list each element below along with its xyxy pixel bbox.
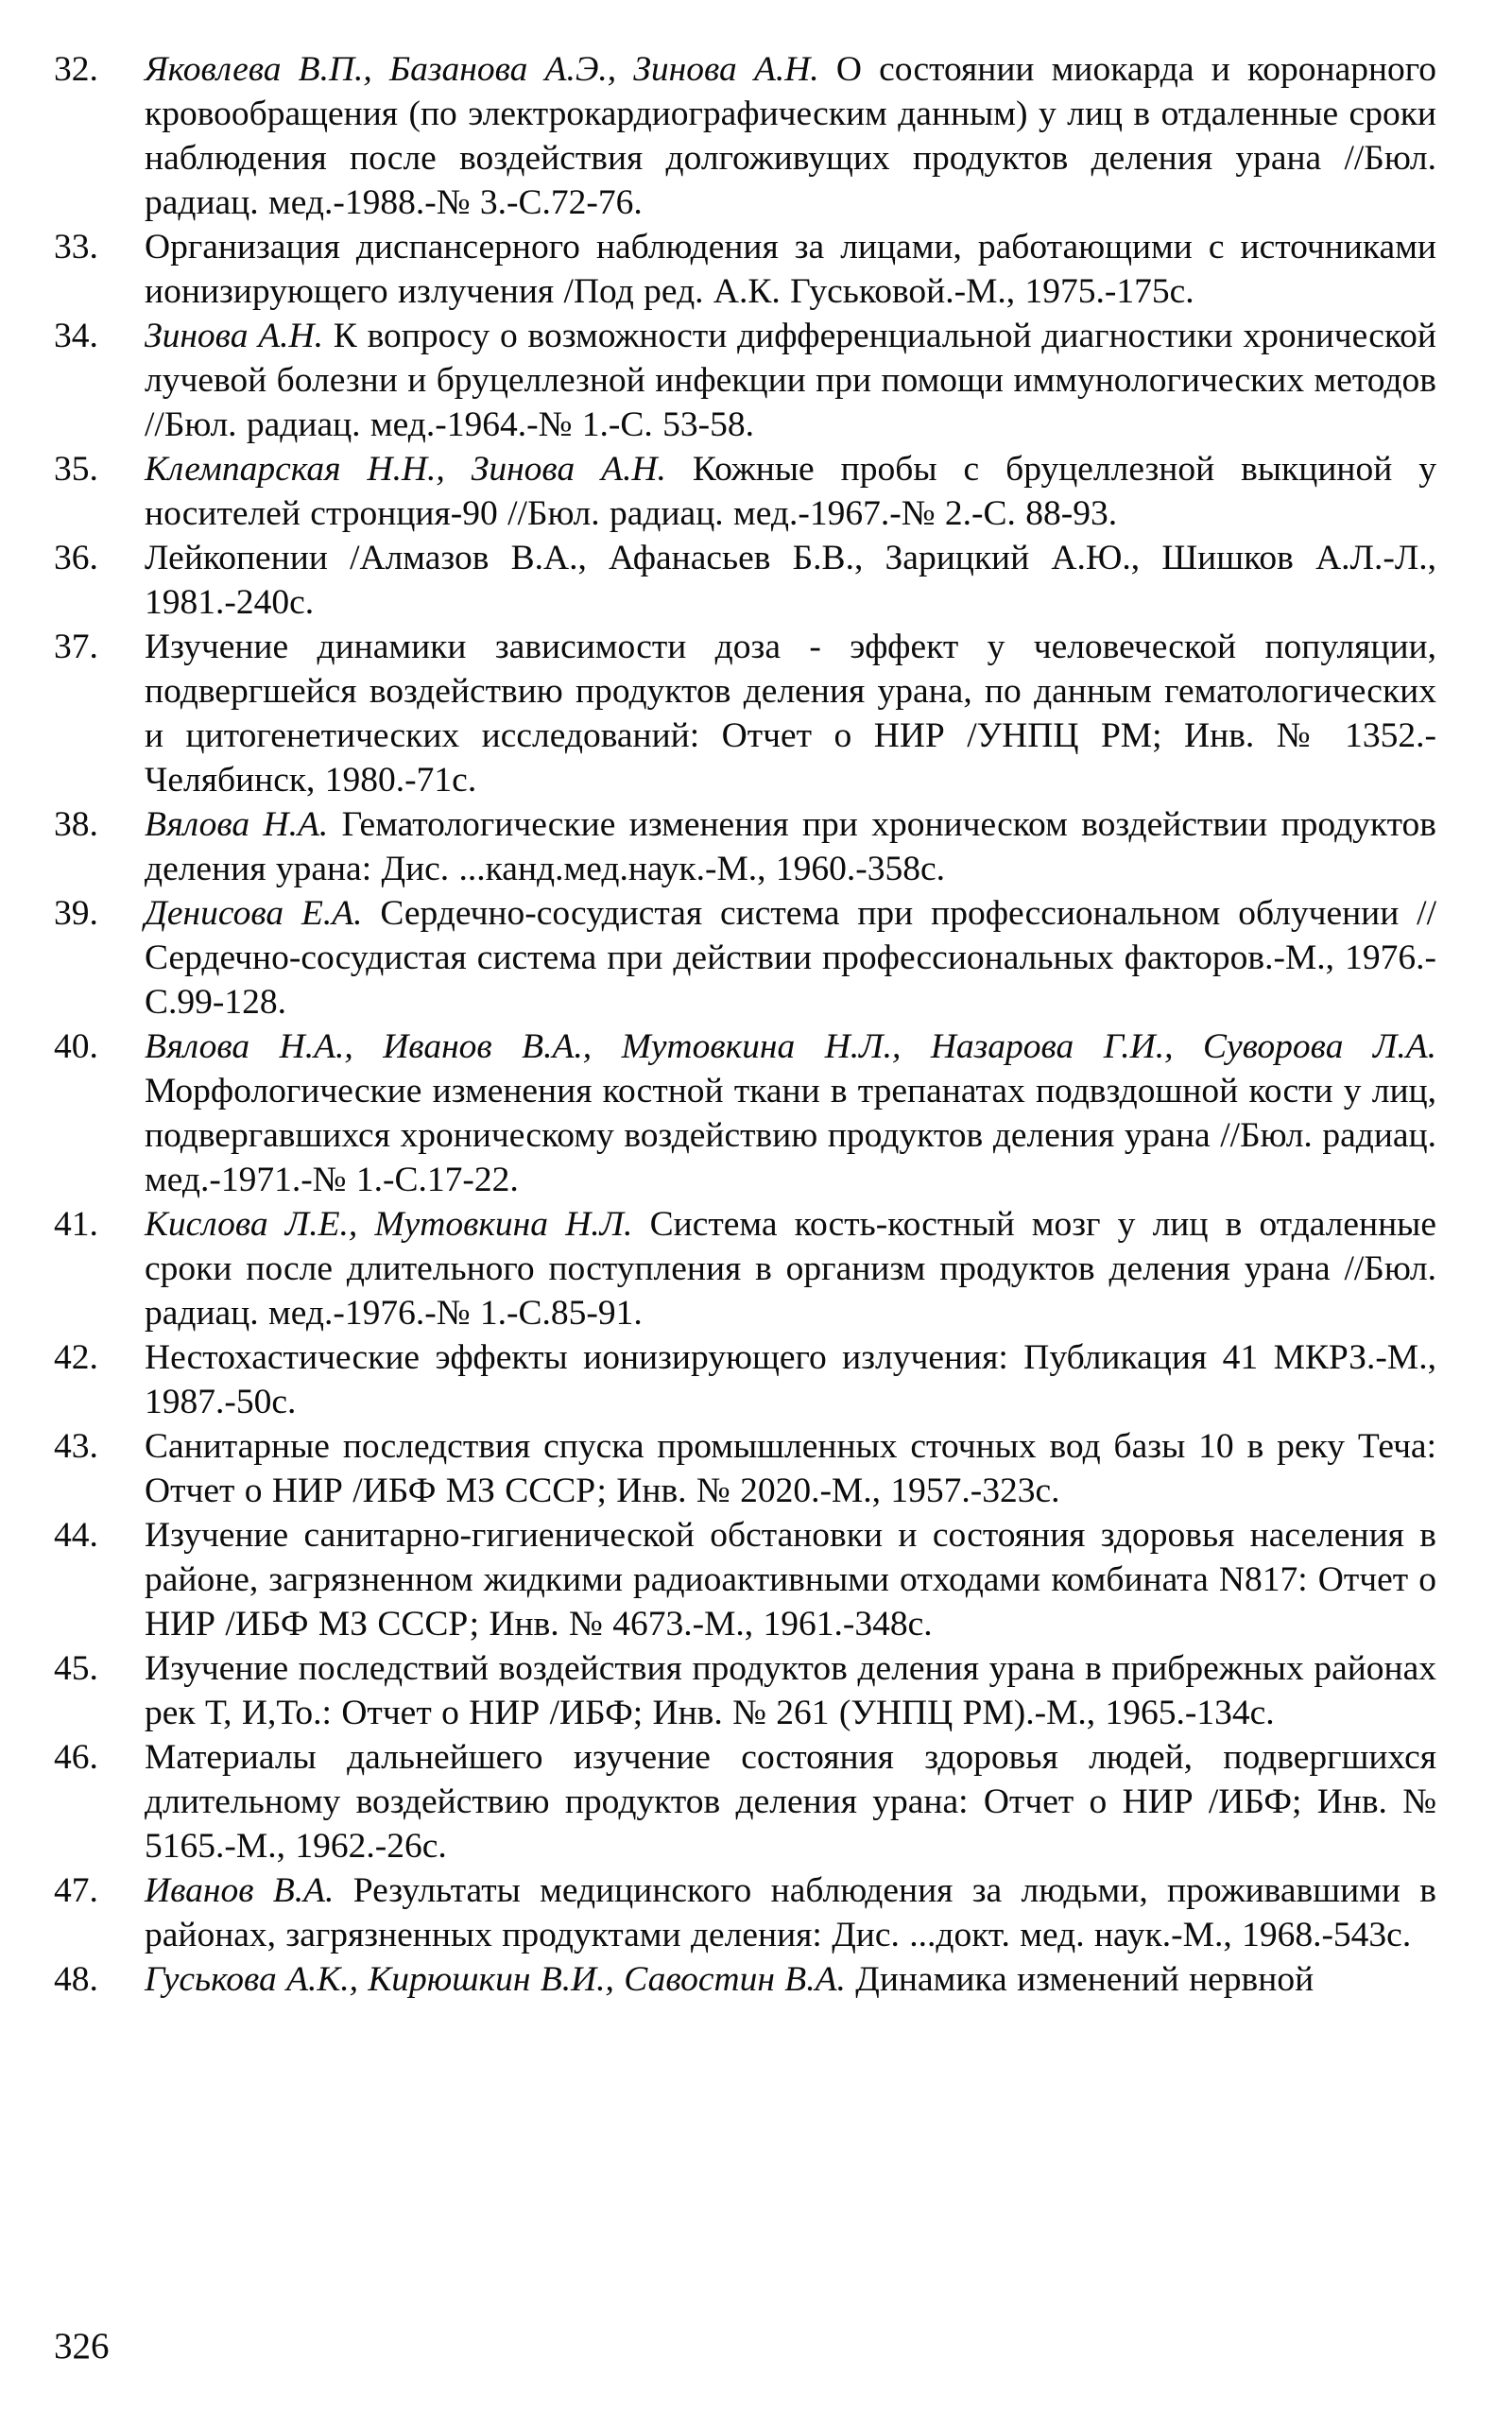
reference-text: О состоянии миокарда и коронарного кровообращения (по электрокардиографическим данным) у лиц в отдаленные сроки наблюдения после воздействия долгоживущих продуктов деления урана //Бюл. радиац. мед.-1988.-№ 3.-С.72-76. [145, 50, 1436, 222]
reference-text: К вопросу о возможности дифференциальной диагностики хронической лучевой болезни и бруцеллезной инфекции при помощи иммунологических методов //Бюл. радиац. мед.-1964.-№ 1.-С. 53-58. [145, 317, 1437, 444]
reference-text: Результаты медицинского наблюдения за людьми, проживавшими в районах, загрязненных продуктами деления: Дис. ...докт. мед. наук.-М., 1968.-543с. [145, 1871, 1437, 1954]
reference-number: 43. [54, 1427, 98, 1466]
reference-authors: Иванов В.А. [145, 1871, 335, 1910]
reference-authors: Денисова Е.А. [145, 894, 363, 933]
reference-number: 40. [54, 1027, 98, 1066]
reference-item [54, 314, 1436, 447]
reference-number: 32. [54, 50, 98, 89]
reference-text: Гематологические изменения при хроническом воздействии продуктов деления урана: Дис. ...канд.мед.наук.-М., 1960.-358с. [145, 805, 1436, 888]
reference-item [54, 1513, 1436, 1646]
reference-item [54, 225, 1436, 314]
reference-item [54, 891, 1436, 1024]
reference-number: 36. [54, 539, 98, 577]
reference-number: 45. [54, 1649, 98, 1688]
reference-text: Кожные пробы с бруцеллезной выкциной у носителей стронция-90 //Бюл. радиац. мед.-1967.-№ 2.-С. 88-93. [145, 450, 1437, 533]
reference-number: 34. [54, 317, 98, 355]
reference-text: Лейкопении /Алмазов В.А., Афанасьев Б.В., Зарицкий А.Ю., Шишков А.Л.-Л., 1981.-240с. [145, 539, 1436, 622]
reference-authors: Клемпарская Н.Н., Зинова А.Н. [145, 450, 666, 489]
reference-authors: Яковлева В.П., Базанова А.Э., Зинова А.Н. [145, 50, 819, 89]
reference-item [54, 1735, 1436, 1868]
reference-text: Нестохастические эффекты ионизирующего излучения: Публикация 41 МКРЗ.-М., 1987.-50с. [145, 1338, 1436, 1421]
reference-number: 39. [54, 894, 98, 933]
reference-authors: Вялова Н.А., Иванов В.А., Мутовкина Н.Л., Назарова Г.И., Суворова Л.А. [145, 1027, 1436, 1066]
reference-item [54, 1868, 1436, 1957]
reference-item [54, 802, 1436, 891]
reference-item [54, 536, 1436, 625]
reference-item [54, 1424, 1436, 1513]
reference-number: 38. [54, 805, 98, 844]
reference-item [54, 1957, 1436, 2002]
reference-text: Система кость-костный мозг у лиц в отдаленные сроки после длительного поступления в организм продуктов деления урана //Бюл. радиац. мед.-1976.-№ 1.-С.85-91. [145, 1205, 1436, 1333]
reference-text: Организация диспансерного наблюдения за лицами, работающими с источниками ионизирующего излучения /Под ред. А.К. Гуськовой.-М., 1975.-175с. [145, 228, 1436, 311]
reference-item [54, 1335, 1436, 1424]
reference-text: Санитарные последствия спуска промышленных сточных вод базы 10 в реку Теча: Отчет о НИР /ИБФ МЗ СССР; Инв. № 2020.-М., 1957.-323с. [145, 1427, 1436, 1510]
reference-item [54, 1202, 1436, 1335]
reference-number: 44. [54, 1516, 98, 1555]
reference-authors: Гуськова А.К., Кирюшкин В.И., Савостин В.А. [145, 1960, 846, 1999]
reference-item [54, 625, 1436, 802]
reference-text: Сердечно-сосудистая система при профессиональном облучении //Сердечно-сосудистая система при действии профессиональных факторов.-М., 1976.-С.99-128. [145, 894, 1437, 1022]
reference-item [54, 447, 1436, 536]
reference-number: 47. [54, 1871, 98, 1910]
reference-item [54, 47, 1436, 225]
reference-number: 41. [54, 1205, 98, 1244]
reference-item [54, 1646, 1436, 1735]
reference-item [54, 1024, 1436, 1202]
reference-authors: Вялова Н.А. [145, 805, 329, 844]
reference-number: 42. [54, 1338, 98, 1377]
reference-number: 46. [54, 1738, 98, 1777]
page-number: 326 [54, 2326, 110, 2367]
reference-authors: Зинова А.Н. [145, 317, 323, 355]
reference-text: Морфологические изменения костной ткани в трепанатах подвздошной кости у лиц, подвергавшихся хроническому воздействию продуктов деления урана //Бюл. радиац. мед.-1971.-№ 1.-С.17-22. [145, 1072, 1436, 1199]
reference-number: 33. [54, 228, 98, 267]
reference-text: Материалы дальнейшего изучение состояния здоровья людей, подвергшихся длительному воздействию продуктов деления урана: Отчет о НИР /ИБФ; Инв. № 5165.-М., 1962.-26с. [145, 1738, 1436, 1866]
reference-number: 48. [54, 1960, 98, 1999]
reference-authors: Кислова Л.Е., Мутовкина Н.Л. [145, 1205, 633, 1244]
reference-text: Изучение динамики зависимости доза - эффект у человеческой популяции, подвергшейся воздействию продуктов деления урана, по данным гематологических и цитогенетических исследований: Отчет о НИР /УНПЦ РМ; Инв. № 1352.-Челябинск, 1980.-71с. [145, 628, 1436, 800]
reference-number: 35. [54, 450, 98, 489]
reference-number: 37. [54, 628, 98, 666]
reference-list [54, 47, 1436, 2002]
reference-text: Динамика изменений нервной [855, 1960, 1314, 1999]
reference-text: Изучение санитарно-гигиенической обстановки и состояния здоровья населения в районе, загрязненном жидкими радиоактивными отходами комбината N817: Отчет о НИР /ИБФ МЗ СССР; Инв. № 4673.-М., 1961.-348с. [145, 1516, 1436, 1644]
reference-text: Изучение последствий воздействия продуктов деления урана в прибрежных районах рек Т, И,То.: Отчет о НИР /ИБФ; Инв. № 261 (УНПЦ РМ).-М., 1965.-134с. [145, 1649, 1436, 1732]
